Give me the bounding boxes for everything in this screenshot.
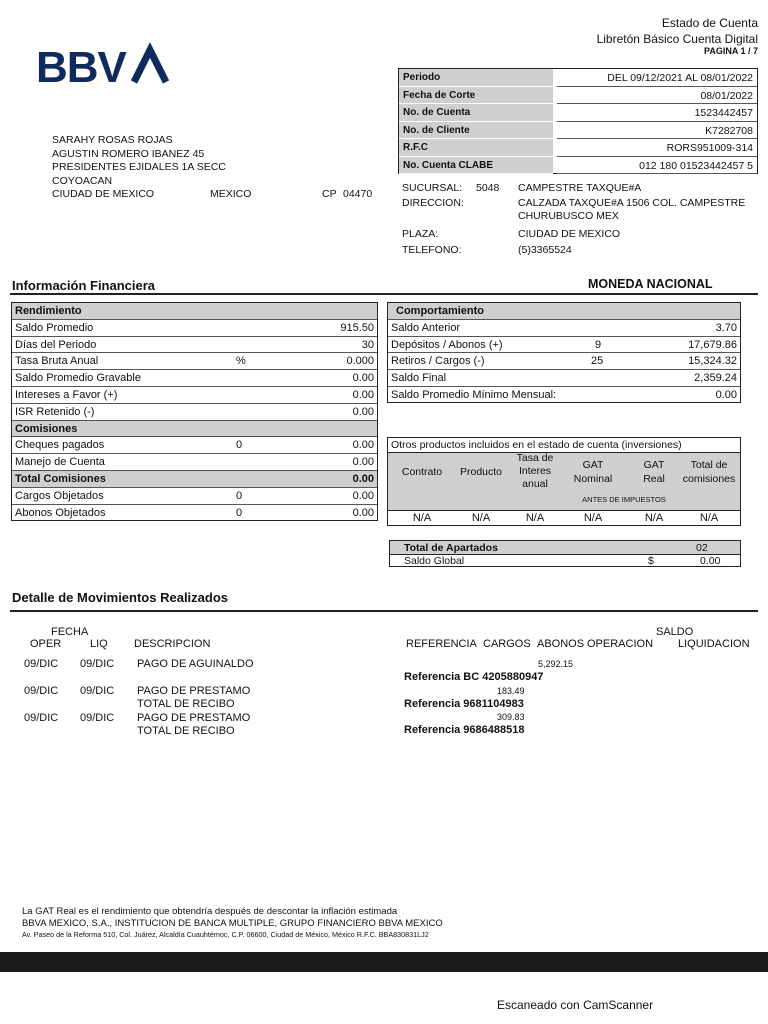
customer-colony: PRESIDENTES EJIDALES 1A SECC [52,161,226,173]
table-row [12,353,377,370]
col-oper: OPER [30,638,62,650]
otros-header-total-comisiones: Total de comisiones [682,459,736,485]
otros-title: Otros productos incluidos en el estado de cuenta (inversiones) [391,439,682,451]
otros-header-tasa: Tasa de Interes anual [516,452,554,490]
row-value: 0.00 [715,389,737,401]
summary-row [399,87,757,105]
table-row [388,387,740,404]
bbva-logo-icon [36,42,176,90]
otros-header-gat-real: GAT Real [643,459,665,485]
otros-divider [388,452,740,453]
row-label: Saldo Promedio Gravable [15,372,141,385]
footer-address: Av. Paseo de la Reforma 510, Col. Juárez, Alcaldía Cuauhtémoc, C.P. 06600, Ciudad de México, México R.F.C. BBA830831LJ2 [22,930,429,939]
row-mid: 9 [595,338,602,351]
row-value: 0.00 [352,439,374,452]
table-row [388,337,740,354]
sucursal-label: SUCURSAL: [402,182,463,194]
table-row [12,437,377,454]
sucursal-number: 5048 [476,182,500,194]
sucursal-name: CAMPESTRE TAXQUE#A [518,182,642,194]
row-label: Tasa Bruta Anual [15,355,99,368]
row-mid: 0 [236,439,243,452]
saldo-global-value: 0.00 [700,555,721,567]
row-value: 0.00 [352,372,374,385]
otros-header-producto: Producto [459,466,503,478]
row-value: 0.00 [352,405,374,418]
row-value: 17,679.86 [688,338,737,351]
summary-label: R.F.C [399,139,553,157]
row-label: ISR Retenido (-) [15,405,95,418]
row-value: 0.000 [346,355,374,368]
table-row [12,320,377,337]
row-value: 3.70 [715,321,737,334]
table-row [12,337,377,354]
otros-header-gat-nominal: GAT Nominal [573,459,613,485]
otros-value: N/A [412,512,432,524]
row-label: Total Comisiones [15,473,106,485]
rendimiento-header-label: Rendimiento [15,305,82,317]
summary-label: Periodo [399,69,553,87]
col-operacion: OPERACION [587,638,654,650]
col-abonos: ABONOS [537,638,585,650]
table-row [12,454,377,471]
comisiones-header-label: Comisiones [15,422,78,435]
row-value: 2,359.24 [694,372,737,385]
row-mid: 0 [236,489,243,502]
section-divider [10,293,758,295]
row-label: Saldo Promedio Mínimo Mensual: [391,389,557,401]
col-fecha: FECHA [51,626,89,638]
summary-value: K7282708 [557,122,757,140]
summary-label: No. Cuenta CLABE [399,157,553,175]
row-mid: % [236,355,246,368]
mov-reference: Referencia 9686488518 [404,724,525,736]
mov-description: PAGO DE PRESTAMO [137,685,251,697]
summary-label: No. de Cliente [399,122,553,140]
customer-name: SARAHY ROSAS ROJAS [52,134,173,146]
table-row-total [12,471,377,488]
telefono-value: (5)3365524 [518,244,572,256]
row-label: Depósitos / Abonos (+) [391,338,503,351]
mov-reference: Referencia 9681104983 [404,698,524,710]
summary-row [399,69,757,87]
row-label: Saldo Final [391,372,447,385]
mov-description: PAGO DE AGUINALDO [137,658,254,670]
direccion-line2: CHURUBUSCO MEX [518,210,619,222]
otros-productos-table [387,437,741,526]
col-cargos: CARGOS [483,638,531,650]
direccion-label: DIRECCION: [402,197,464,209]
row-label: Cargos Objetados [15,489,104,502]
mov-description-2: TOTAL DE RECIBO [137,698,235,710]
row-value: 0.00 [352,389,374,401]
row-value: 915.50 [340,321,374,334]
table-row [12,404,377,421]
plaza-value: CIUDAD DE MEXICO [518,228,621,240]
row-value: 0.00 [352,506,374,519]
mov-oper-date: 09/DIC [24,712,59,724]
otros-value: N/A [471,512,491,524]
row-label: Intereses a Favor (+) [15,389,118,401]
saldo-global-label: Saldo Global [404,555,465,567]
summary-row [399,139,757,157]
summary-row [399,104,757,122]
row-value: 15,324.32 [688,355,737,368]
page-number: PAGINA 1 / 7 [703,46,758,56]
rendimiento-header [12,303,377,320]
otros-header-contrato: Contrato [401,466,443,478]
footer-gat-note: La GAT Real es el rendimiento que obtendría después de descontar la inflación estimada [22,906,398,917]
comportamiento-header-label: Comportamiento [396,305,484,317]
col-descripcion: DESCRIPCION [134,638,211,650]
row-label: Abonos Objetados [15,506,106,519]
mov-oper-date: 09/DIC [24,658,59,670]
col-saldo: SALDO [656,626,694,638]
row-mid: 25 [591,355,604,368]
apartados-value: 02 [696,542,708,554]
summary-row [399,122,757,140]
summary-row [399,157,757,175]
otros-value: N/A [644,512,664,524]
mov-amount: 5,292.15 [538,659,574,669]
plaza-label: PLAZA: [402,228,439,240]
mov-oper-date: 09/DIC [24,685,59,697]
doc-title: Estado de Cuenta [661,16,758,30]
product-name: Libretón Básico Cuenta Digital [596,32,758,46]
customer-municipality: COYOACAN [52,174,113,187]
summary-label: No. de Cuenta [399,104,553,122]
comportamiento-header [388,303,740,320]
telefono-label: TELEFONO: [402,244,462,256]
summary-value: 1523442457 [557,104,757,122]
financial-info-title: Información Financiera [12,278,156,293]
row-label: Retiros / Cargos (-) [391,355,485,368]
account-summary-box [398,68,758,174]
otros-sub-note: ANTES DE IMPUESTOS [582,495,666,504]
mov-liq-date: 09/DIC [80,685,115,697]
col-referencia: REFERENCIA [406,638,477,650]
bbva-logo [36,42,176,90]
otros-value: N/A [583,512,603,524]
table-row [388,370,740,387]
table-row [12,505,377,522]
comportamiento-table [387,302,741,403]
table-row [12,387,377,404]
svg-text:BBV: BBV [36,43,126,90]
row-value: 0.00 [352,456,374,469]
row-value: 0.00 [352,473,374,485]
row-label: Manejo de Cuenta [15,456,105,469]
postal-code: 04470 [343,188,373,200]
table-row [12,370,377,387]
table-row [388,353,740,370]
table-row [12,488,377,505]
row-mid: 0 [236,506,243,519]
comisiones-header [12,421,377,438]
mov-reference: Referencia BC 4205880947 [404,671,544,683]
mov-amount: 183.49 [497,686,525,696]
scan-edge-bar [0,952,768,972]
apartados-label: Total de Apartados [404,542,498,554]
row-label: Saldo Promedio [15,321,94,334]
customer-city: CIUDAD DE MEXICO [52,188,155,200]
otros-divider [388,510,740,511]
currency-label: MONEDA NACIONAL [588,277,713,291]
summary-value: RORS951009-314 [557,139,757,157]
section-divider [10,610,758,612]
mov-liq-date: 09/DIC [80,712,115,724]
apartados-box [389,540,741,567]
table-row [388,320,740,337]
cp-label: CP [322,188,337,200]
direccion-line1: CALZADA TAXQUE#A 1506 COL. CAMPESTRE [518,197,746,209]
saldo-global-currency: $ [648,555,654,567]
summary-label: Fecha de Corte [399,87,553,105]
scanner-watermark: Escaneado con CamScanner [497,998,654,1012]
movements-title: Detalle de Movimientos Realizados [12,590,229,605]
col-liquidacion: LIQUIDACION [678,638,750,650]
customer-address [52,134,226,202]
otros-value: N/A [699,512,719,524]
mov-liq-date: 09/DIC [80,658,115,670]
row-label: Días del Periodo [15,338,97,351]
row-label: Saldo Anterior [391,321,461,334]
summary-value: 012 180 01523442457 5 [557,157,757,175]
mov-amount: 309.83 [497,712,525,722]
summary-value: DEL 09/12/2021 AL 08/01/2022 [557,69,757,87]
rendimiento-table [11,302,378,521]
summary-value: 08/01/2022 [557,87,757,105]
mov-description-2: TOTAL DE RECIBO [137,725,235,737]
customer-street: AGUSTIN ROMERO IBANEZ 45 [52,147,205,160]
mov-description: PAGO DE PRESTAMO [137,712,251,724]
customer-country: MEXICO [210,188,252,200]
footer-institution: BBVA MEXICO, S.A., INSTITUCION DE BANCA MULTIPLE, GRUPO FINANCIERO BBVA MEXICO [22,918,443,929]
row-label: Cheques pagados [15,439,105,452]
col-liq: LIQ [90,638,108,650]
row-value: 0.00 [352,489,374,502]
otros-value: N/A [525,512,545,524]
row-value: 30 [361,338,374,351]
